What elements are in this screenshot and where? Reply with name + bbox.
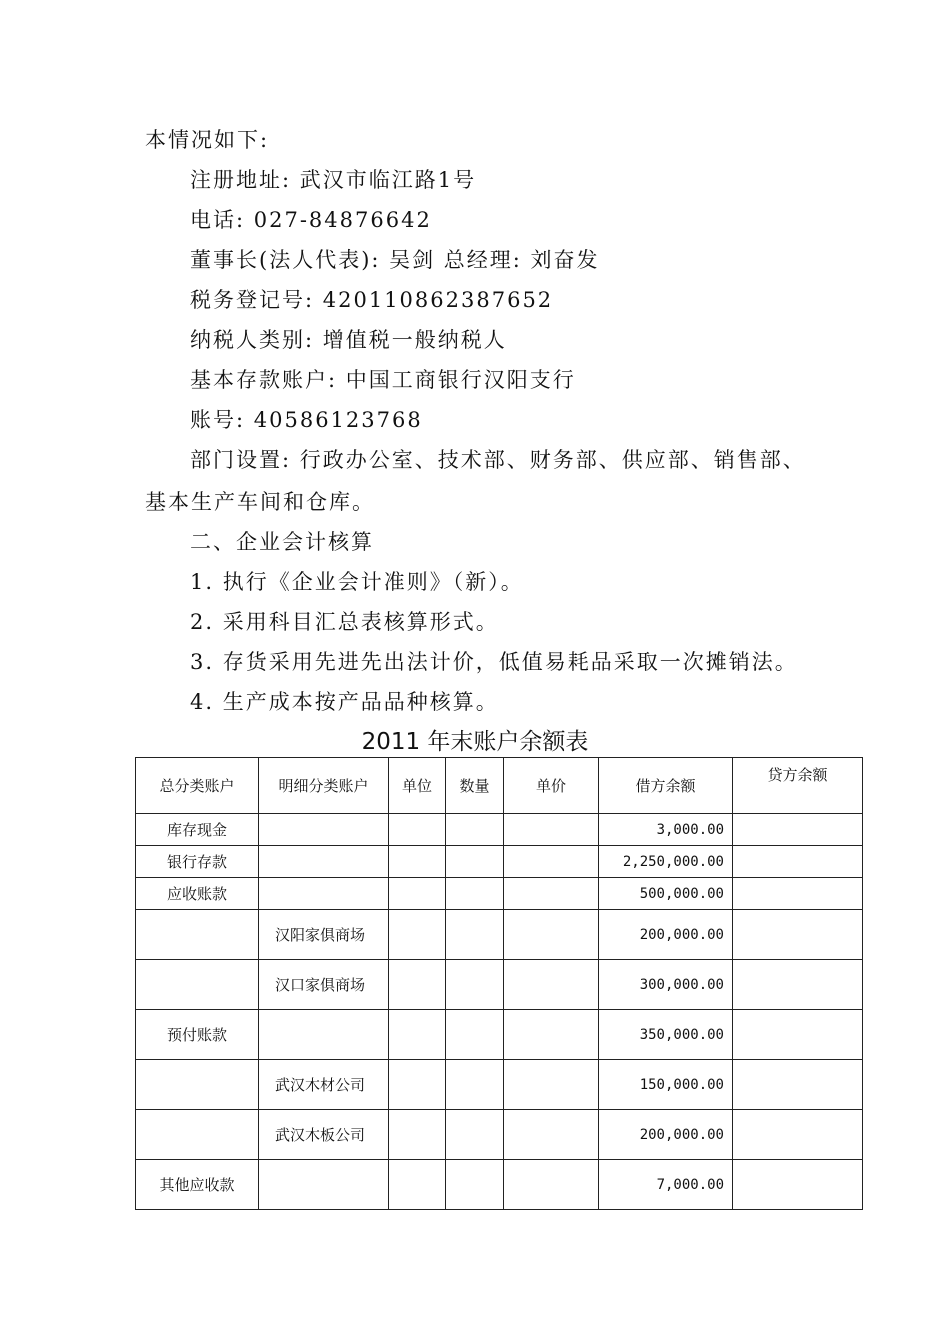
cell-unit <box>389 814 446 846</box>
cell-unit-price <box>504 960 599 1010</box>
balance-table <box>135 757 863 1210</box>
cell-credit <box>733 846 863 878</box>
cell-sub-account <box>259 1010 389 1060</box>
cell-sub-account: 汉阳家俱商场 <box>259 910 389 960</box>
cell-account <box>136 910 259 960</box>
cell-sub-account <box>259 814 389 846</box>
cell-unit <box>389 960 446 1010</box>
cell-debit: 150,000.00 <box>599 1060 733 1110</box>
header-unit-price: 单价 <box>504 758 599 814</box>
tax-registration-number: 税务登记号: 420110862387652 <box>190 288 554 312</box>
cell-unit-price <box>504 1010 599 1060</box>
cell-unit-price <box>504 1160 599 1210</box>
cell-account: 库存现金 <box>136 814 259 846</box>
cell-debit: 7,000.00 <box>599 1160 733 1210</box>
cell-quantity <box>446 1060 504 1110</box>
header-credit-balance: 贷方余额 <box>733 758 863 814</box>
cell-credit <box>733 1110 863 1160</box>
header-sub-account: 明细分类账户 <box>259 758 389 814</box>
cell-account <box>136 1110 259 1160</box>
cell-account <box>136 1060 259 1110</box>
cell-unit <box>389 878 446 910</box>
header-debit-balance: 借方余额 <box>599 758 733 814</box>
cell-account: 应收账款 <box>136 878 259 910</box>
cell-credit <box>733 1160 863 1210</box>
table-row <box>136 814 863 846</box>
basic-bank-account: 基本存款账户: 中国工商银行汉阳支行 <box>190 368 576 392</box>
cell-sub-account: 汉口家俱商场 <box>259 960 389 1010</box>
cell-quantity <box>446 846 504 878</box>
cell-quantity <box>446 960 504 1010</box>
table-row <box>136 910 863 960</box>
table-row <box>136 1110 863 1160</box>
accounting-item-2: 2. 采用科目汇总表核算形式。 <box>190 610 499 634</box>
cell-unit <box>389 1160 446 1210</box>
cell-quantity <box>446 814 504 846</box>
phone-number: 电话: 027-84876642 <box>190 208 432 232</box>
cell-credit <box>733 814 863 846</box>
cell-unit-price <box>504 1060 599 1110</box>
header-quantity: 数量 <box>446 758 504 814</box>
cell-unit <box>389 910 446 960</box>
cell-account: 预付账款 <box>136 1010 259 1060</box>
table-row <box>136 1060 863 1110</box>
departments-line-1: 部门设置: 行政办公室、技术部、财务部、供应部、销售部、 <box>190 448 806 472</box>
cell-quantity <box>446 910 504 960</box>
cell-quantity <box>446 1160 504 1210</box>
cell-unit <box>389 1010 446 1060</box>
cell-debit: 2,250,000.00 <box>599 846 733 878</box>
cell-unit-price <box>504 910 599 960</box>
account-number: 账号: 40586123768 <box>190 408 423 432</box>
cell-sub-account: 武汉木材公司 <box>259 1060 389 1110</box>
cell-account <box>136 960 259 1010</box>
cell-quantity <box>446 878 504 910</box>
cell-credit <box>733 960 863 1010</box>
accounting-item-4: 4. 生产成本按产品品种核算。 <box>190 690 499 714</box>
cell-sub-account <box>259 846 389 878</box>
chairman-manager: 董事长(法人代表): 吴剑 总经理: 刘奋发 <box>190 248 600 272</box>
cell-unit <box>389 1060 446 1110</box>
table-header-row <box>136 758 863 814</box>
registered-address: 注册地址: 武汉市临江路1号 <box>190 168 477 192</box>
cell-credit <box>733 1010 863 1060</box>
table-row <box>136 846 863 878</box>
header-general-account: 总分类账户 <box>136 758 259 814</box>
cell-debit: 300,000.00 <box>599 960 733 1010</box>
section-heading: 二、企业会计核算 <box>190 530 374 554</box>
table-row <box>136 960 863 1010</box>
cell-sub-account <box>259 1160 389 1210</box>
cell-unit <box>389 846 446 878</box>
cell-account: 银行存款 <box>136 846 259 878</box>
cell-unit <box>389 1110 446 1160</box>
cell-debit: 350,000.00 <box>599 1010 733 1060</box>
intro-line: 本情况如下: <box>145 128 270 152</box>
table-row <box>136 1010 863 1060</box>
cell-unit-price <box>504 878 599 910</box>
cell-sub-account <box>259 878 389 910</box>
departments-line-2: 基本生产车间和仓库。 <box>145 490 375 514</box>
accounting-item-1: 1. 执行《企业会计准则》（新）。 <box>190 570 524 594</box>
taxpayer-type: 纳税人类别: 增值税一般纳税人 <box>190 328 507 352</box>
cell-debit: 500,000.00 <box>599 878 733 910</box>
cell-debit: 3,000.00 <box>599 814 733 846</box>
cell-quantity <box>446 1010 504 1060</box>
cell-credit <box>733 1060 863 1110</box>
cell-credit <box>733 878 863 910</box>
header-unit: 单位 <box>389 758 446 814</box>
cell-unit-price <box>504 1110 599 1160</box>
cell-quantity <box>446 1110 504 1160</box>
table-row <box>136 1160 863 1210</box>
cell-debit: 200,000.00 <box>599 910 733 960</box>
accounting-item-3: 3. 存货采用先进先出法计价，低值易耗品采取一次摊销法。 <box>190 650 798 674</box>
cell-account: 其他应收款 <box>136 1160 259 1210</box>
cell-unit-price <box>504 846 599 878</box>
cell-debit: 200,000.00 <box>599 1110 733 1160</box>
cell-unit-price <box>504 814 599 846</box>
table-row <box>136 878 863 910</box>
cell-sub-account: 武汉木板公司 <box>259 1110 389 1160</box>
table-title: 2011 年末账户余额表 <box>361 729 589 755</box>
cell-credit <box>733 910 863 960</box>
